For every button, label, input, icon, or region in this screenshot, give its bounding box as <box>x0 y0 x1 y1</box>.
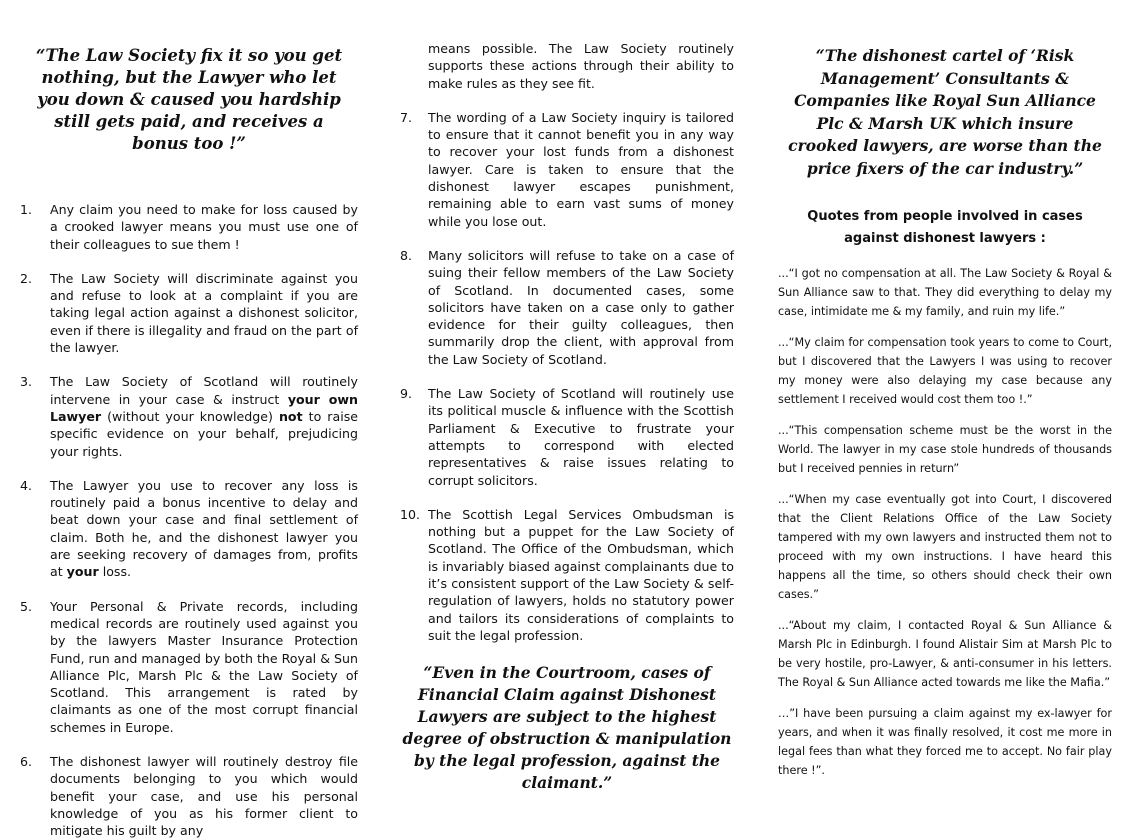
list-item <box>20 270 358 356</box>
list-item <box>20 373 358 459</box>
testimonial-quote: ...“When my case eventually got into Court, I discovered that the Client Relations Office of the Law Society tampered with my own lawyers and instructed them not to proceed with my own instructions. I have heard this happens all the time, so others should check their own cases.” <box>778 493 1112 601</box>
testimonial-quote: …”I have been pursuing a claim against my ex-lawyer for years, and when it was finally resolved, it cost me more in legal fees than what they forced me to accept. No fair play there !”. <box>778 707 1112 777</box>
list-item <box>20 477 358 581</box>
item-bold-text: not <box>278 408 303 424</box>
testimonial-quote: ...“This compensation scheme must be the worst in the World. The lawyer in my case stole hundreds of thousands but I received pennies in return” <box>778 424 1112 475</box>
column-left <box>20 0 358 839</box>
item-text: The Law Society of Scotland will routinely intervene in your case & instruct <box>50 374 358 407</box>
item-text: Any claim you need to make for loss caused by a crooked lawyer means you must use one of their colleagues to sue them ! <box>50 202 358 252</box>
item-text: to raise specific evidence on your behalf, prejudicing your rights. <box>50 408 358 459</box>
item-number: 8. <box>400 247 413 263</box>
item-number: 5. <box>20 598 33 614</box>
numbered-list-middle <box>400 109 734 644</box>
list-item <box>20 753 358 839</box>
item-text: (without your knowledge) <box>101 408 279 424</box>
item-number: 6. <box>20 754 33 770</box>
item-number: 1. <box>20 202 33 217</box>
item-text: The wording of a Law Society inquiry is tailored to ensure that it cannot benefit you in any way to recover your lost funds from a dishonest lawyer. Care is taken to ensure that the dishonest lawyer escapes punishment, remaining able to earn vast sums of money while you lose out. <box>428 109 734 229</box>
testimonial-quote: ...“I got no compensation at all. The Law Society & Royal & Sun Alliance saw to that. They did everything to delay my case, intimidate me & my family, and ruin my life.” <box>778 267 1112 318</box>
item-text: The Law Society of Scotland will routinely use its political muscle & influence with the Scottish Parliament & Executive to frustrate your attempts to correspond with elected representatives & raise issues relating to corrupt solicitors. <box>428 386 734 488</box>
quotes-heading: Quotes from people involved in cases against dishonest lawyers : <box>807 209 1083 246</box>
item-text: The Lawyer you use to recover any loss is routinely paid a bonus incentive to delay and beat down your case and final settlement of claim. Both he, and the dishonest lawyer you are seeking recovery of damages from, profits at <box>50 477 358 580</box>
pull-quote-left: “The Law Society fix it so you get nothing, but the Lawyer who let you down & caused you hardship still gets paid, and receives a bonus too !” <box>35 46 343 153</box>
item-bold-text: your own Lawyer <box>50 391 358 424</box>
item-text: loss. <box>98 564 132 580</box>
item-text: Many solicitors will refuse to take on a case of suing their fellow members of the Law Society of Scotland. In documented cases, some solicitors have taken on a case only to gather evidence for their guilty colleagues, then summarily drop the client, with approval from the Law Society of Scotland. <box>428 247 734 367</box>
item-text: The dishonest lawyer will routinely destroy file documents belonging to you which would benefit your case, and use his personal knowledge of you as his former client to mitigate his guilt by any <box>50 754 358 839</box>
numbered-list-left <box>20 201 358 840</box>
testimonial-quote: ...“My claim for compensation took years to come to Court, but I discovered that the Lawyers I was using to recover my money were also delaying my case because any settlement I received would cost them too !.” <box>778 336 1112 406</box>
list-item <box>400 385 734 489</box>
column-middle <box>400 0 734 800</box>
item-number: 2. <box>20 270 33 286</box>
item-number: 9. <box>400 386 413 402</box>
item-number: 7. <box>400 109 413 125</box>
item-text: The Scottish Legal Services Ombudsman is nothing but a puppet for the Law Society of Scotland. The Office of the Ombudsman, which is invariably biased against complainants due to it’s consistent support of the Law Society & self-regulation of lawyers, holds no statutory power and tailors its considerations of complaints to suit the legal profession. <box>428 506 734 643</box>
item-number: 3. <box>20 374 33 390</box>
list-item <box>400 506 734 644</box>
testimonial-quote: ...“About my claim, I contacted Royal & Sun Alliance & Marsh Plc in Edinburgh. I found Alistair Sim at Marsh Plc to be very hostile, pro-Lawyer, & anti-consumer in his letters. The Royal & Sun Alliance acted towards me like the Mafia.” <box>778 619 1112 689</box>
item-number: 10. <box>400 506 421 522</box>
item-number: 4. <box>20 477 33 493</box>
pull-quote-right: “The dishonest cartel of ‘Risk Management’ Consultants & Companies like Royal Sun Alliance Plc & Marsh UK which insure crooked lawyers, are worse than the price fixers of the car industry.” <box>788 46 1102 178</box>
item-text: The Law Society will discriminate against you and refuse to look at a complaint if you are taking legal action against a dishonest solicitor, even if there is illegality and fraud on the part of the lawyer. <box>50 270 358 356</box>
item-text: Your Personal & Private records, including medical records are routinely used against you by the lawyers Master Insurance Protection Fund, run and managed by both the Royal & Sun Alliance Plc, Marsh Plc & the Law Society of Scotland. This arrangement is rated by claimants as one of the most corrupt financial schemes in Europe. <box>50 598 358 735</box>
column-right <box>778 0 1112 800</box>
list-item <box>400 109 734 230</box>
list-item <box>20 598 358 736</box>
list-item <box>400 247 734 368</box>
list-item <box>20 201 358 253</box>
continued-text: means possible. The Law Society routinely supports these actions through their ability to make rules as they see fit. <box>428 41 734 91</box>
pull-quote-middle: “Even in the Courtroom, cases of Financial Claim against Dishonest Lawyers are subject to the highest degree of obstruction & manipulation by the legal profession, against the claimant.” <box>402 663 732 793</box>
item-bold-text: your <box>66 564 99 580</box>
